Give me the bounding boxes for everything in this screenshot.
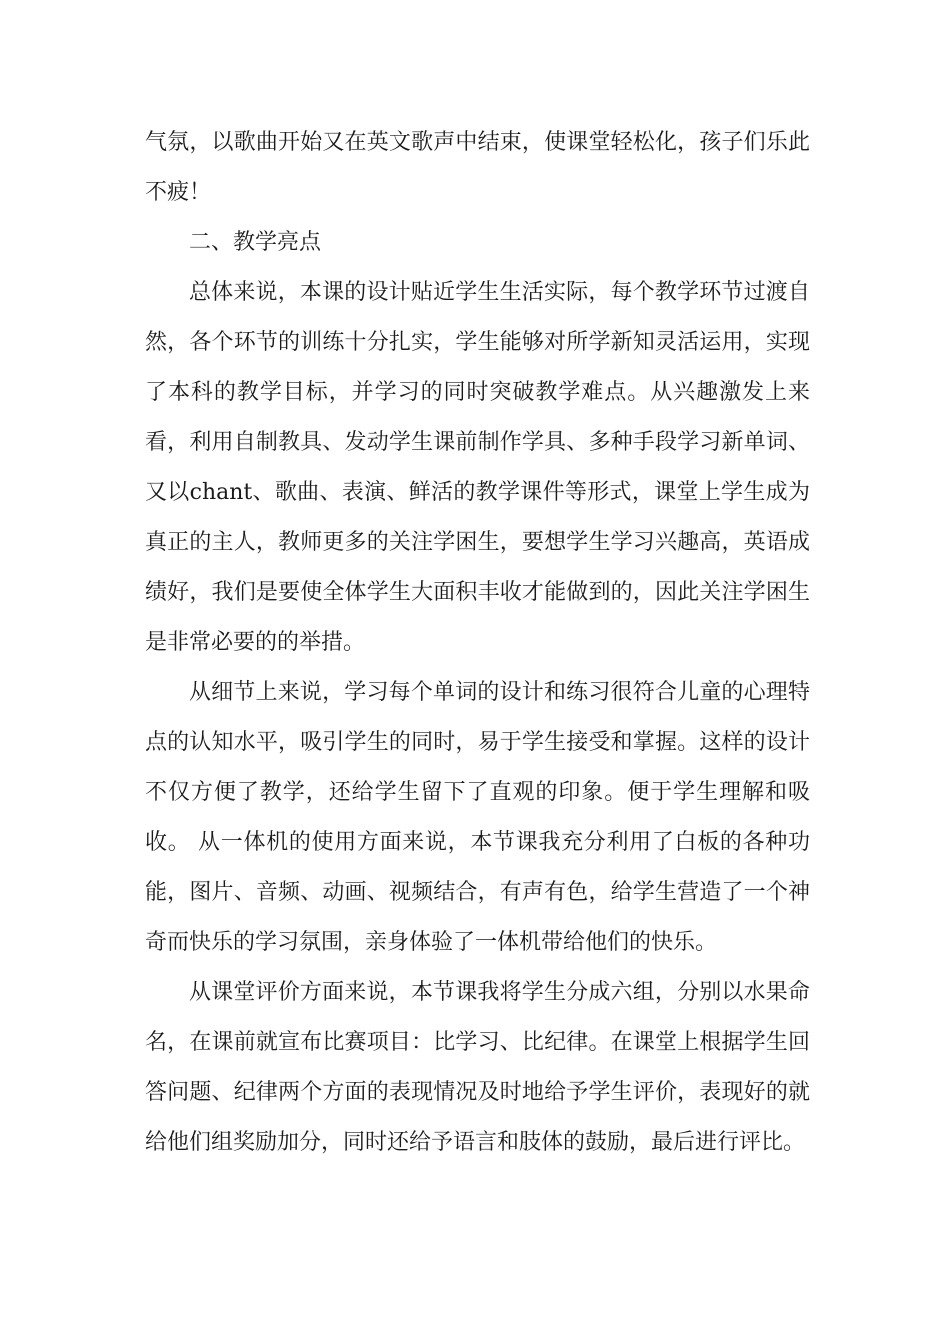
paragraph-continuation: 气氛，以歌曲开始又在英文歌声中结束，使课堂轻松化，孩子们乐此不疲！ (145, 130, 810, 205)
paragraph-overview: 总体来说，本课的设计贴近学生生活实际，每个教学环节过渡自然，各个环节的训练十分扎实，学生能够对所学新知灵活运用，实现了本科的教学目标，并学习的同时突破教学难点。从兴趣激发上来看，利用自制教具、发动学生课前制作学具、多种手段学习新单词、又以chant、歌曲、表演、鲜活的教学课件等形式，课堂上学生成为真正的主人，教师更多的关注学困生，要想学生学习兴趣高，英语成绩好，我们是要使全体学生大面积丰收才能做到的，因此关注学困生是非常必要的的举措。 (145, 280, 810, 655)
section-heading: 二、教学亮点 (189, 230, 322, 255)
paragraph-details: 从细节上来说，学习每个单词的设计和练习很符合儿童的心理特点的认知水平，吸引学生的同时，易于学生接受和掌握。这样的设计不仅方便了教学，还给学生留下了直观的印象。便于学生理解和吸收。 从一体机的使用方面来说，本节课我充分利用了白板的各种功能，图片、音频、动画、视频结合，有声有色，给学生营造了一个神奇而快乐的学习氛围，亲身体验了一体机带给他们的快乐。 (145, 680, 810, 955)
document-body (145, 118, 810, 1168)
paragraph-evaluation: 从课堂评价方面来说，本节课我将学生分成六组，分别以水果命名，在课前就宣布比赛项目：比学习、比纪律。在课堂上根据学生回答问题、纪律两个方面的表现情况及时地给予学生评价，表现好的就给他们组奖励加分，同时还给予语言和肢体的鼓励，最后进行评比。 (145, 980, 810, 1155)
